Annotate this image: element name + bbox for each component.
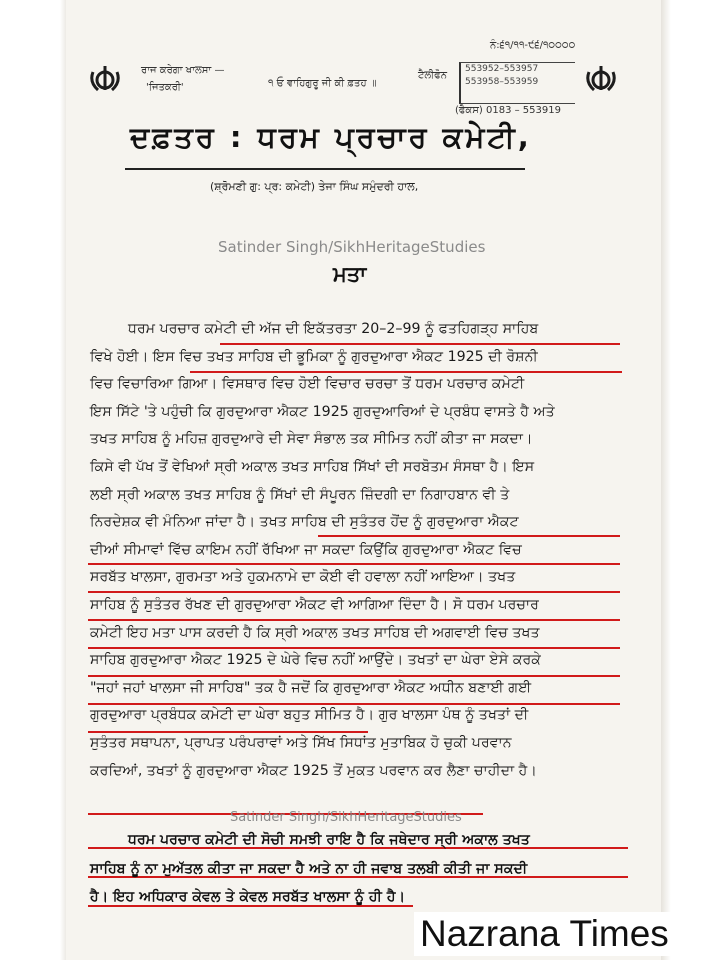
publisher-brand: Nazrana Times xyxy=(414,912,675,956)
red-underline xyxy=(318,535,620,537)
reference-number: ਨੰ:੬੧/੧੧-੯੬/੧੦੦੦੦ xyxy=(490,40,576,51)
phone-number-2: 553958–553959 xyxy=(465,77,539,87)
text-line: ਸਰਬੱਤ ਖਾਲਸਾ, ਗੁਰਮਤਾ ਅਤੇ ਹੁਕਮਨਾਮੇ ਦਾ ਕੋਈ ਵੀ ਹਵਾਲਾ ਨਹੀਂ ਆਇਆ। ਤਖਤ xyxy=(90,569,516,586)
text-line: "ਜਹਾਂ ਜਹਾਂ ਖਾਲਸਾ ਜੀ ਸਾਹਿਬ" ਤਕ ਹੈ ਜਦੋਂ ਕਿ ਗੁਰਦੁਆਰਾ ਐਕਟ ਅਧੀਨ ਬਣਾਈ ਗਈ xyxy=(90,679,532,696)
text-line: ਸਾਹਿਬ ਨੂੰ ਨਾ ਮੁਅੱਤਲ ਕੀਤਾ ਜਾ ਸਕਦਾ ਹੈ ਅਤੇ ਨਾ ਹੀ ਜਵਾਬ ਤਲਬੀ ਕੀਤੀ ਜਾ ਸਕਦੀ xyxy=(90,860,528,877)
red-underline xyxy=(88,619,620,621)
resolution-paragraph-2 xyxy=(90,826,630,912)
red-underline xyxy=(88,647,620,649)
red-underline xyxy=(88,703,620,705)
text-line: ਧਰਮ ਪਰਚਾਰ ਕਮੇਟੀ ਦੀ ਸੋਚੀ ਸਮਝੀ ਰਾਇ ਹੈ ਕਿ ਜਥੇਦਾਰ ਸ੍ਰੀ ਅਕਾਲ ਤਖਤ xyxy=(128,832,530,848)
text-line: ਹੈ। ਇਹ ਅਧਿਕਾਰ ਕੇਵਲ ਤੇ ਕੇਵਲ ਸਰਬੱਤ ਖਾਲਸਾ ਨੂੰ ਹੀ ਹੈ। xyxy=(90,889,406,905)
khanda-emblem-left-icon xyxy=(88,64,122,94)
red-underline xyxy=(88,731,368,733)
center-tagline: ੧ ਓ ਵਾਹਿਗੁਰੂ ਜੀ ਕੀ ਫ਼ਤਹ ॥ xyxy=(268,78,377,89)
watermark-top: Satinder Singh/SikhHeritageStudies xyxy=(218,238,486,256)
left-tagline: ਰਾਜ ਕਰੇਗਾ ਖਾਲਸਾ — xyxy=(141,65,225,76)
title-underline xyxy=(125,168,525,170)
paper-edge-right xyxy=(661,0,671,960)
khanda-emblem-right-icon xyxy=(584,64,618,94)
resolution-paragraph-1 xyxy=(90,316,630,785)
office-title: ਦਫ਼ਤਰ : ਧਰਮ ਪ੍ਰਚਾਰ ਕਮੇਟੀ, xyxy=(130,120,532,154)
text-line: ਵਿਚ ਵਿਚਾਰਿਆ ਗਿਆ। ਵਿਸਥਾਰ ਵਿਚ ਹੋਈ ਵਿਚਾਰ ਚਰਚਾ ਤੋਂ ਧਰਮ ਪਰਚਾਰ ਕਮੇਟੀ xyxy=(90,376,525,393)
text-line: ਦੀਆਂ ਸੀਮਾਵਾਂ ਵਿੱਚ ਕਾਇਮ ਨਹੀਂ ਰੱਖਿਆ ਜਾ ਸਕਦਾ ਕਿਉਂਕਿ ਗੁਰਦੁਆਰਾ ਐਕਟ ਵਿਚ xyxy=(90,541,522,558)
text-line: ਕਿਸੇ ਵੀ ਪੱਖ ਤੋਂ ਵੇਖਿਆਂ ਸ੍ਰੀ ਅਕਾਲ ਤਖਤ ਸਾਹਿਬ ਸਿੱਖਾਂ ਦੀ ਸਰਬੋਤਮ ਸੰਸਥਾ ਹੈ। ਇਸ xyxy=(90,458,535,475)
text-line: ਵਿਖੇ ਹੋਈ। ਇਸ ਵਿਚ ਤਖਤ ਸਾਹਿਬ ਦੀ ਭੂਮਿਕਾ ਨੂੰ ਗੁਰਦੁਆਰਾ ਐਕਟ 1925 ਦੀ ਰੋਸ਼ਨੀ xyxy=(90,348,538,365)
text-line: ਸੁਤੰਤਰ ਸਥਾਪਨਾ, ਪ੍ਰਾਪਤ ਪਰੰਪਰਾਵਾਂ ਅਤੇ ਸਿੱਖ ਸਿਧਾਂਤ ਮੁਤਾਬਿਕ ਹੋ ਚੁਕੀ ਪਰਵਾਨ xyxy=(90,734,512,751)
watermark-bottom: Satinder Singh/SikhHeritageStudies xyxy=(230,810,462,825)
text-line: ਨਿਰਦੇਸ਼ਕ ਵੀ ਮੰਨਿਆ ਜਾਂਦਾ ਹੈ। ਤਖਤ ਸਾਹਿਬ ਦੀ ਸੁਤੰਤਰ ਹੋਂਦ ਨੂੰ ਗੁਰਦੁਆਰਾ ਐਕਟ xyxy=(90,514,519,531)
red-underline xyxy=(88,675,620,677)
text-line: ਗੁਰਦੁਆਰਾ ਪ੍ਰਬੰਧਕ ਕਮੇਟੀ ਦਾ ਘੇਰਾ ਬਹੁਤ ਸੀਮਿਤ ਹੈ। ਗੁਰ ਖਾਲਸਾ ਪੰਥ ਨੂੰ ਤਖਤਾਂ ਦੀ xyxy=(90,707,529,724)
left-tagline-2: 'ਜਿਤਕਰੀ' xyxy=(146,82,184,93)
red-underline xyxy=(88,591,620,593)
phone-numbers-box xyxy=(459,62,575,104)
text-line: ਤਖਤ ਸਾਹਿਬ ਨੂੰ ਮਹਿਜ਼ ਗੁਰਦੁਆਰੇ ਦੀ ਸੇਵਾ ਸੰਭਾਲ ਤਕ ਸੀਮਿਤ ਨਹੀਂ ਕੀਤਾ ਜਾ ਸਕਦਾ। xyxy=(90,431,533,448)
text-line: ਕਰਦਿਆਂ, ਤਖਤਾਂ ਨੂੰ ਗੁਰਦੁਆਰਾ ਐਕਟ 1925 ਤੋਂ ਮੁਕਤ ਪਰਵਾਨ ਕਰ ਲੈਣਾ ਚਾਹੀਦਾ ਹੈ। xyxy=(90,762,537,779)
phone-label: ਟੈਲੀਫੋਨ xyxy=(418,70,447,81)
fax-number: (ਫੈਕਸ) 0183 – 553919 xyxy=(455,105,561,116)
text-line: ਧਰਮ ਪਰਚਾਰ ਕਮੇਟੀ ਦੀ ਅੱਜ ਦੀ ਇਕੱਤਰਤਾ 20–2–99 ਨੂੰ ਫਤਹਿਗੜ੍ਹ ਸਾਹਿਬ xyxy=(128,321,539,337)
red-underline xyxy=(220,343,620,345)
red-underline xyxy=(88,563,620,565)
text-line: ਲਈ ਸ੍ਰੀ ਅਕਾਲ ਤਖਤ ਸਾਹਿਬ ਨੂੰ ਸਿੱਖਾਂ ਦੀ ਸੰਪੂਰਨ ਜ਼ਿੰਦਗੀ ਦਾ ਨਿਗਾਹਬਾਨ ਵੀ ਤੇ xyxy=(90,486,510,503)
resolution-heading: ਮਤਾ xyxy=(333,262,367,286)
office-address: (ਸ਼੍ਰੋਮਣੀ ਗੁ: ਪ੍ਰ: ਕਮੇਟੀ) ਤੇਜਾ ਸਿੰਘ ਸਮੁੰਦਰੀ ਹਾਲ, xyxy=(210,180,419,193)
text-line: ਸਾਹਿਬ ਨੂੰ ਸੁਤੰਤਰ ਰੱਖਣ ਦੀ ਗੁਰਦੁਆਰਾ ਐਕਟ ਵੀ ਆਗਿਆ ਦਿੰਦਾ ਹੈ। ਸੋ ਧਰਮ ਪਰਚਾਰ xyxy=(90,596,539,613)
phone-number-1: 553952–553957 xyxy=(465,64,539,74)
text-line: ਸਾਹਿਬ ਗੁਰਦੁਆਰਾ ਐਕਟ 1925 ਦੇ ਘੇਰੇ ਵਿਚ ਨਹੀਂ ਆਉਂਦੇ। ਤਖਤਾਂ ਦਾ ਘੇਰਾ ਏਸੇ ਕਰਕੇ xyxy=(90,652,541,669)
red-underline xyxy=(190,371,622,373)
text-line: ਕਮੇਟੀ ਇਹ ਮਤਾ ਪਾਸ ਕਰਦੀ ਹੈ ਕਿ ਸ੍ਰੀ ਅਕਾਲ ਤਖਤ ਸਾਹਿਬ ਦੀ ਅਗਵਾਈ ਵਿਚ ਤਖਤ xyxy=(90,624,540,641)
text-line: ਇਸ ਸਿੱਟੇ 'ਤੇ ਪਹੁੰਚੀ ਕਿ ਗੁਰਦੁਆਰਾ ਐਕਟ 1925 ਗੁਰਦੁਆਰਿਆਂ ਦੇ ਪ੍ਰਬੰਧ ਵਾਸਤੇ ਹੈ ਅਤੇ xyxy=(90,403,555,420)
